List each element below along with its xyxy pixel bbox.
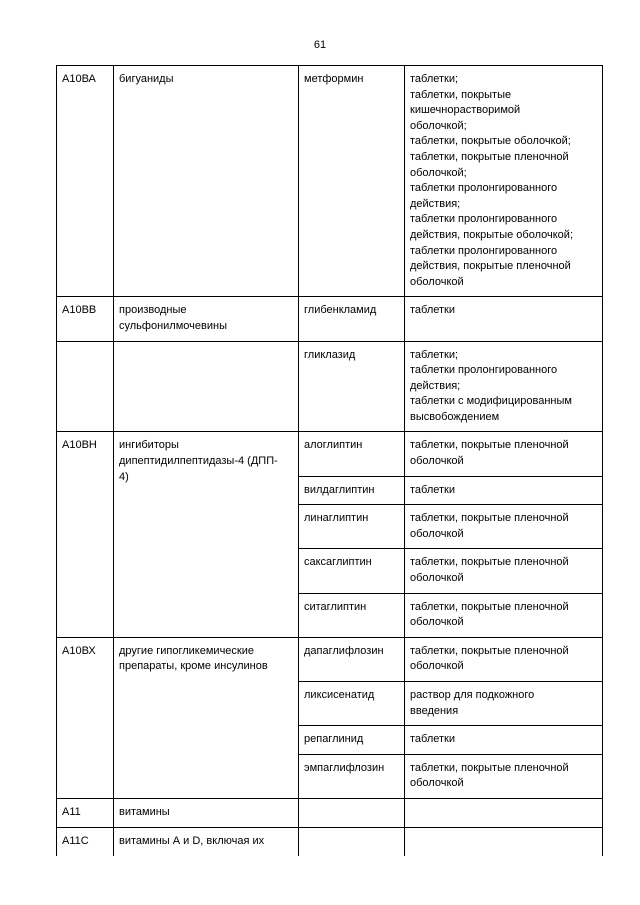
drug-name-cell: [299, 798, 405, 827]
drug-name-cell: вилдаглиптин: [299, 476, 405, 505]
table-row: [57, 297, 603, 341]
table-row: [57, 827, 603, 856]
drug-name-cell: гликлазид: [299, 341, 405, 432]
table-row: [57, 341, 603, 432]
drug-name-cell: саксаглиптин: [299, 549, 405, 593]
atc-code-cell: А11: [57, 798, 114, 827]
drug-name-cell: ликсисенатид: [299, 682, 405, 726]
group-cell: другие гипогликемические препараты, кроме инсулинов: [114, 637, 299, 798]
atc-code-cell: А10ВХ: [57, 637, 114, 798]
drug-name-cell: линаглиптин: [299, 505, 405, 549]
dosage-form-cell: таблетки, покрытые пленочной оболочкой: [405, 505, 603, 549]
group-cell: витамины: [114, 798, 299, 827]
drug-name-cell: алоглиптин: [299, 432, 405, 476]
drug-name-cell: дапаглифлозин: [299, 637, 405, 681]
group-cell: ингибиторы дипептидилпептидазы-4 (ДПП- 4): [114, 432, 299, 637]
drug-name-cell: репаглинид: [299, 726, 405, 755]
drug-name-cell: [299, 827, 405, 856]
drug-name-cell: ситаглиптин: [299, 593, 405, 637]
table-row: [57, 637, 603, 681]
atc-code-cell: [57, 341, 114, 432]
dosage-form-cell: [405, 827, 603, 856]
atc-code-cell: А10ВВ: [57, 297, 114, 341]
dosage-form-cell: [405, 798, 603, 827]
atc-code-cell: А11С: [57, 827, 114, 856]
page-number: 61: [313, 39, 327, 51]
dosage-form-cell: таблетки: [405, 297, 603, 341]
dosage-form-cell: раствор для подкожного введения: [405, 682, 603, 726]
dosage-form-cell: таблетки; таблетки пролонгированного действия; таблетки с модифицированным высвобождением: [405, 341, 603, 432]
dosage-form-cell: таблетки, покрытые пленочной оболочкой: [405, 637, 603, 681]
dosage-form-cell: таблетки: [405, 476, 603, 505]
drug-name-cell: глибенкламид: [299, 297, 405, 341]
dosage-form-cell: таблетки, покрытые пленочной оболочкой: [405, 432, 603, 476]
group-cell: бигуаниды: [114, 66, 299, 297]
table-row: [57, 432, 603, 476]
drug-classification-table: [56, 65, 603, 856]
table-row: [57, 66, 603, 297]
group-cell: [114, 341, 299, 432]
table-row: [57, 798, 603, 827]
dosage-form-cell: таблетки; таблетки, покрытые кишечнорастворимой оболочкой; таблетки, покрытые оболочкой; таблетки, покрытые пленочной оболочкой; таблетки пролонгированного действия; таблетки пролонгированного действия, покрытые оболочкой; таблетки пролонгированного действия, покрытые пленочной оболочкой: [405, 66, 603, 297]
dosage-form-cell: таблетки, покрытые пленочной оболочкой: [405, 754, 603, 798]
drug-name-cell: метформин: [299, 66, 405, 297]
dosage-form-cell: таблетки, покрытые пленочной оболочкой: [405, 549, 603, 593]
group-cell: витамины А и D, включая их: [114, 827, 299, 856]
atc-code-cell: А10ВА: [57, 66, 114, 297]
atc-code-cell: А10ВН: [57, 432, 114, 637]
drug-name-cell: эмпаглифлозин: [299, 754, 405, 798]
group-cell: производные сульфонилмочевины: [114, 297, 299, 341]
dosage-form-cell: таблетки: [405, 726, 603, 755]
dosage-form-cell: таблетки, покрытые пленочной оболочкой: [405, 593, 603, 637]
